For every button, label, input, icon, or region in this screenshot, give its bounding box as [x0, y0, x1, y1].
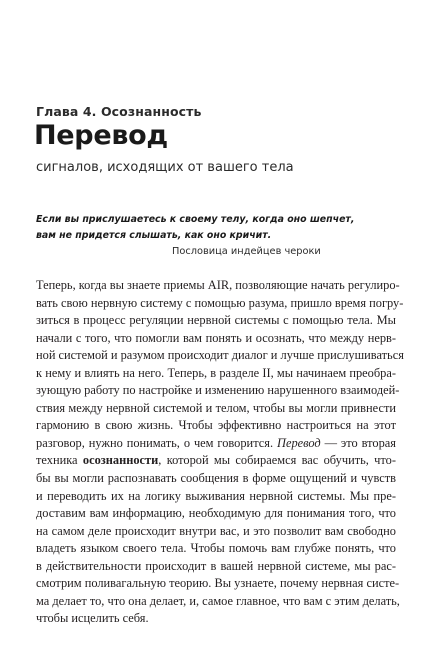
body-line: владеть языком своего тела. Чтобы помочь вам глубже понять, что: [36, 541, 396, 556]
body-line: смотрим поливагальную теорию. Вы узнаете, почему нервная систе-: [36, 576, 400, 591]
body-line: в действительности происходит в вашей нервной системе, мы рас-: [36, 558, 396, 573]
epigraph: [36, 212, 356, 244]
body-line: ствия между нервной системой и телом, чтобы вы могли привнести: [36, 400, 396, 415]
body-line: зиться в процесс регуляции нервной системы с помощью тела. Мы: [36, 313, 396, 328]
body-line: ной системой и разумом происходит диалог и лучше прислушиваться: [36, 348, 404, 363]
body-line-text: разговор, нужно понимать, о чем говорится.: [36, 435, 274, 450]
epigraph-line: вам не придется слышать, как оно кричит.: [36, 230, 272, 241]
epigraph-line: Если вы прислушаетесь к своему телу, когда оно шепчет,: [36, 214, 355, 225]
body-line: к нему и влиять на него. Теперь, в разделе II, мы начинаем преобра-: [36, 365, 396, 380]
body-line: начали с того, что помогли вам понять и осознать, что между нерв-: [36, 330, 396, 345]
body-line-text: техника: [36, 453, 78, 468]
body-line: на самом деле происходит внутри вас, и это позволит вам свободно: [36, 523, 396, 538]
body-line: гармонию в свою жизнь. Чтобы эффективно настроиться на этот: [36, 418, 396, 433]
body-line-mixed: [36, 435, 396, 453]
epigraph-source: Пословица индейцев чероки: [172, 246, 321, 257]
body-line: вать свою нервную систему с помощью разума, пришло время погру-: [36, 295, 404, 310]
body-line-text: — это вторая: [324, 435, 396, 450]
body-line: и переводить их на логику выживания нервной системы. Мы пре-: [36, 488, 396, 503]
body-line: бы вы могли распознавать сообщения в форме ощущений и чувств: [36, 471, 396, 486]
page-title: Перевод: [34, 120, 168, 151]
body-line-mixed: [36, 452, 396, 470]
body-line: доставим вам информацию, необходимую для понимания того, что: [36, 506, 396, 521]
chapter-label: Глава 4. Осознанность: [36, 104, 202, 119]
body-paragraph: [36, 277, 404, 628]
body-line: чтобы исцелить себя.: [36, 611, 149, 626]
bold-term: осознанности: [82, 453, 159, 468]
body-line: ма делает то, что она делает, и, самое главное, что вам с этим делать,: [36, 593, 400, 608]
body-line-text: , которой мы собираемся вас обучить, что-: [158, 453, 396, 468]
italic-term: Перевод: [277, 435, 321, 450]
body-line: зующую работу по настройке и изменению нарушенного взаимодей-: [36, 383, 400, 398]
page-subtitle: сигналов, исходящих от вашего тела: [36, 160, 294, 175]
body-line: Теперь, когда вы знаете приемы AIR, позволяющие начать регулиро-: [36, 278, 400, 292]
